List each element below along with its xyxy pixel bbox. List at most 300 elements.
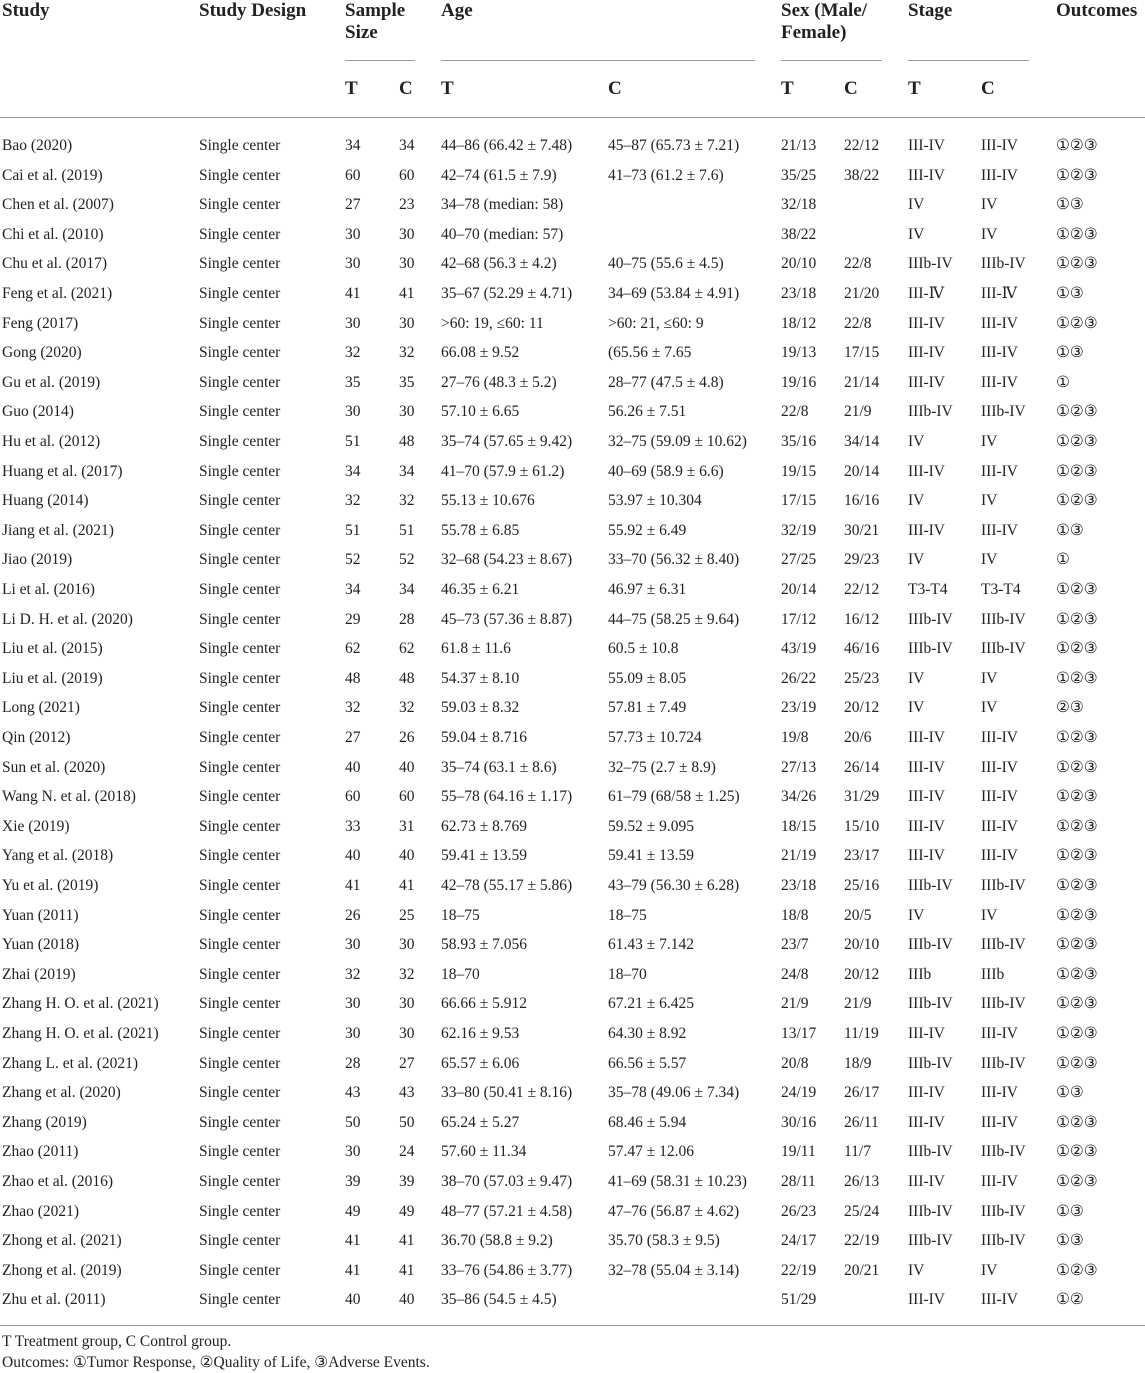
cell-age-c: 57.47 ± 12.06 xyxy=(608,1143,695,1161)
cell-sex-c: 16/12 xyxy=(844,610,880,628)
cell-sex-t: 23/18 xyxy=(781,877,817,894)
cell-age-c: 35–78 (49.06 ± 7.34) xyxy=(608,1084,740,1102)
cell-sample-c: 62 xyxy=(399,640,415,658)
cell-stage-c: III-IV xyxy=(981,462,1019,480)
cell-sex-t: 35/25 xyxy=(781,166,817,184)
cell-sex-t: 23/7 xyxy=(781,936,809,954)
cell-sex-c: 25/16 xyxy=(844,877,880,894)
footnote-outcomes: Outcomes: ①Tumor Response, ②Quality of Life, ③Adverse Events. xyxy=(2,1354,430,1371)
cell-outcomes: ① xyxy=(1056,551,1070,569)
cell-age-t: 35–86 (54.5 ± 4.5) xyxy=(441,1291,557,1309)
table-row xyxy=(0,545,1145,575)
cell-sex-t: 18/15 xyxy=(781,817,817,835)
cell-sex-c: 22/8 xyxy=(844,255,872,273)
cell-stage-t: IIIb-IV xyxy=(908,403,953,421)
header-study-design: Study Design xyxy=(199,0,307,21)
cell-design: Single center xyxy=(199,610,281,628)
cell-age-c: 47–76 (56.87 ± 4.62) xyxy=(608,1202,740,1220)
cell-sample-c: 28 xyxy=(399,610,415,628)
cell-stage-t: IV xyxy=(908,196,925,214)
cell-sex-t: 27/13 xyxy=(781,758,817,776)
cell-sex-c: 20/21 xyxy=(844,1261,880,1279)
cell-design: Single center xyxy=(199,758,281,776)
cell-sex-t: 30/16 xyxy=(781,1113,817,1131)
cell-stage-c: IIIb-IV xyxy=(981,1054,1026,1072)
cell-design: Single center xyxy=(199,492,281,510)
table-row xyxy=(0,1078,1145,1108)
cell-sample-c: 32 xyxy=(399,344,415,362)
cell-sex-c: 20/5 xyxy=(844,906,872,924)
cell-stage-c: III-Ⅳ xyxy=(981,285,1018,302)
cell-sample-c: 30 xyxy=(399,995,415,1013)
cell-age-t: 45–73 (57.36 ± 8.87) xyxy=(441,610,573,628)
cell-outcomes: ①②③ xyxy=(1056,462,1098,480)
cell-study: Gu et al. (2019) xyxy=(2,373,101,391)
cell-stage-t: IIIb-IV xyxy=(908,995,953,1013)
cell-sample-c: 41 xyxy=(399,1232,415,1250)
cell-sex-c: 38/22 xyxy=(844,166,880,184)
cell-sex-t: 19/8 xyxy=(781,729,809,746)
cell-stage-t: IV xyxy=(908,1261,925,1279)
cell-stage-c: IIIb-IV xyxy=(981,877,1026,894)
table-row xyxy=(0,693,1145,723)
cell-outcomes: ①②③ xyxy=(1056,255,1098,273)
cell-stage-t: IV xyxy=(908,433,925,450)
cell-sex-t: 32/19 xyxy=(781,521,817,539)
cell-sample-c: 34 xyxy=(399,137,415,154)
cell-sample-t: 51 xyxy=(345,521,361,539)
table-row xyxy=(0,1226,1145,1256)
cell-age-t: 34–78 (median: 58) xyxy=(441,196,564,214)
cell-stage-t: III-IV xyxy=(908,847,946,865)
cell-stage-c: IV xyxy=(981,669,998,687)
cell-sample-c: 30 xyxy=(399,255,415,273)
cell-sex-t: 17/15 xyxy=(781,492,817,510)
cell-study: Zhang (2019) xyxy=(2,1113,87,1131)
table-row xyxy=(0,161,1145,191)
cell-sample-t: 40 xyxy=(345,847,361,865)
cell-age-t: 57.60 ± 11.34 xyxy=(441,1143,527,1161)
cell-sample-t: 51 xyxy=(345,433,361,450)
cell-stage-c: IV xyxy=(981,699,998,717)
cell-sex-t: 18/12 xyxy=(781,314,817,332)
cell-age-t: 35–67 (52.29 ± 4.71) xyxy=(441,285,573,302)
cell-age-t: 65.57 ± 6.06 xyxy=(441,1054,520,1072)
cell-sample-c: 49 xyxy=(399,1202,415,1220)
cell-age-c: 55.92 ± 6.49 xyxy=(608,521,687,539)
table-row xyxy=(0,664,1145,694)
cell-sample-c: 30 xyxy=(399,225,415,243)
cell-sex-c: 26/17 xyxy=(844,1084,880,1102)
cell-sample-c: 32 xyxy=(399,699,415,717)
cell-sample-c: 32 xyxy=(399,492,415,510)
cell-sex-t: 43/19 xyxy=(781,640,817,658)
cell-stage-t: IIIb-IV xyxy=(908,1232,953,1250)
table-row xyxy=(0,397,1145,427)
cell-sex-c: 20/10 xyxy=(844,936,880,954)
cell-stage-c: III-IV xyxy=(981,729,1019,746)
cell-sex-c: 22/12 xyxy=(844,137,880,154)
cell-design: Single center xyxy=(199,1173,281,1190)
cell-sample-t: 30 xyxy=(345,1025,361,1042)
table-row xyxy=(0,1285,1145,1315)
cell-stage-c: T3-T4 xyxy=(981,581,1021,598)
cell-sex-t: 17/12 xyxy=(781,610,817,628)
cell-design: Single center xyxy=(199,729,281,746)
table-row xyxy=(0,634,1145,664)
cell-stage-c: III-IV xyxy=(981,137,1019,154)
cell-sample-c: 41 xyxy=(399,877,415,894)
cell-age-c: >60: 21, ≤60: 9 xyxy=(608,314,704,332)
cell-age-t: 62.16 ± 9.53 xyxy=(441,1025,520,1042)
cell-sample-t: 30 xyxy=(345,403,361,421)
cell-stage-t: III-IV xyxy=(908,344,946,362)
cell-sample-t: 30 xyxy=(345,936,361,954)
cell-sex-t: 21/19 xyxy=(781,847,817,865)
cell-study: Liu et al. (2019) xyxy=(2,669,103,687)
footnote-abbreviations: T Treatment group, C Control group. xyxy=(2,1333,232,1350)
cell-stage-c: III-IV xyxy=(981,1291,1019,1309)
cell-sample-c: 26 xyxy=(399,729,415,746)
cell-age-c: 61.43 ± 7.142 xyxy=(608,936,695,954)
cell-sex-t: 21/9 xyxy=(781,995,809,1013)
cell-outcomes: ②③ xyxy=(1056,699,1084,717)
cell-outcomes: ①②③ xyxy=(1056,936,1098,954)
table-row xyxy=(0,812,1145,842)
cell-stage-t: III-IV xyxy=(908,462,946,480)
table-row xyxy=(0,131,1145,161)
table-row xyxy=(0,220,1145,250)
cell-age-c: 34–69 (53.84 ± 4.91) xyxy=(608,285,740,302)
age-rule xyxy=(441,60,755,61)
cell-age-c: 45–87 (65.73 ± 7.21) xyxy=(608,137,740,154)
cell-age-t: 66.66 ± 5.912 xyxy=(441,995,528,1013)
cell-study: Zhao et al. (2016) xyxy=(2,1173,114,1190)
subheader-sex-t: T xyxy=(781,78,794,99)
cell-design: Single center xyxy=(199,1261,281,1279)
cell-sample-t: 30 xyxy=(345,225,361,243)
cell-age-c: 32–75 (2.7 ± 8.9) xyxy=(608,758,716,776)
cell-age-t: 41–70 (57.9 ± 61.2) xyxy=(441,462,565,480)
cell-outcomes: ①②③ xyxy=(1056,166,1098,184)
cell-sex-c: 29/23 xyxy=(844,551,880,569)
cell-age-t: 18–70 xyxy=(441,965,480,983)
cell-age-c: 40–75 (55.6 ± 4.5) xyxy=(608,255,724,273)
cell-outcomes: ①②③ xyxy=(1056,847,1098,865)
cell-design: Single center xyxy=(199,314,281,332)
header-outcomes: Outcomes xyxy=(1056,0,1138,21)
cell-design: Single center xyxy=(199,1084,281,1102)
cell-stage-c: III-IV xyxy=(981,166,1019,184)
cell-sex-c: 20/12 xyxy=(844,699,880,717)
table-row xyxy=(0,1049,1145,1079)
cell-sample-c: 40 xyxy=(399,758,415,776)
cell-stage-t: IV xyxy=(908,669,925,687)
cell-design: Single center xyxy=(199,551,281,569)
cell-sample-c: 31 xyxy=(399,817,415,835)
header-sample-size: Sample Size xyxy=(345,0,406,43)
cell-outcomes: ①②③ xyxy=(1056,1054,1098,1072)
cell-outcomes: ①②③ xyxy=(1056,877,1098,894)
cell-sample-c: 30 xyxy=(399,936,415,954)
cell-sex-t: 19/13 xyxy=(781,344,817,362)
cell-design: Single center xyxy=(199,1202,281,1220)
cell-age-c: 40–69 (58.9 ± 6.6) xyxy=(608,462,724,480)
cell-stage-t: III-IV xyxy=(908,166,946,184)
cell-design: Single center xyxy=(199,965,281,983)
cell-sample-t: 62 xyxy=(345,640,361,658)
table-row xyxy=(0,723,1145,753)
cell-stage-c: III-IV xyxy=(981,1113,1019,1131)
cell-sex-c: 18/9 xyxy=(844,1054,872,1072)
cell-sex-t: 35/16 xyxy=(781,433,817,450)
cell-stage-c: IIIb-IV xyxy=(981,610,1026,628)
cell-age-t: 27–76 (48.3 ± 5.2) xyxy=(441,373,557,391)
cell-sex-t: 28/11 xyxy=(781,1173,816,1190)
cell-sex-t: 27/25 xyxy=(781,551,817,569)
cell-age-t: 42–78 (55.17 ± 5.86) xyxy=(441,877,573,894)
subheader-sex-c: C xyxy=(844,78,858,99)
cell-sample-c: 27 xyxy=(399,1054,415,1072)
cell-age-t: 42–68 (56.3 ± 4.2) xyxy=(441,255,557,273)
cell-design: Single center xyxy=(199,877,281,894)
cell-age-c: 55.09 ± 8.05 xyxy=(608,669,687,687)
table-row xyxy=(0,871,1145,901)
cell-stage-t: IV xyxy=(908,906,925,924)
cell-age-t: 61.8 ± 11.6 xyxy=(441,640,511,658)
cell-age-c: (65.56 ± 7.65 xyxy=(608,344,692,362)
cell-age-c: 60.5 ± 10.8 xyxy=(608,640,679,658)
cell-outcomes: ①②③ xyxy=(1056,137,1098,154)
cell-study: Zhao (2021) xyxy=(2,1202,80,1220)
cell-study: Gong (2020) xyxy=(2,344,82,362)
cell-sex-c: 31/29 xyxy=(844,788,880,806)
cell-stage-c: III-IV xyxy=(981,344,1019,362)
cell-sex-c: 34/14 xyxy=(844,433,880,450)
cell-age-c: 35.70 (58.3 ± 9.5) xyxy=(608,1232,720,1250)
cell-outcomes: ①②③ xyxy=(1056,1261,1098,1279)
cell-study: Long (2021) xyxy=(2,699,80,717)
cell-stage-t: III-IV xyxy=(908,729,946,746)
cell-age-t: 54.37 ± 8.10 xyxy=(441,669,520,687)
cell-outcomes: ①②③ xyxy=(1056,1113,1098,1131)
cell-sample-c: 25 xyxy=(399,906,415,924)
cell-age-c: 46.97 ± 6.31 xyxy=(608,581,687,598)
cell-stage-c: III-IV xyxy=(981,758,1019,776)
cell-design: Single center xyxy=(199,1143,281,1161)
cell-age-t: 65.24 ± 5.27 xyxy=(441,1113,520,1131)
cell-sample-t: 34 xyxy=(345,462,361,480)
cell-design: Single center xyxy=(199,669,281,687)
cell-age-t: 36.70 (58.8 ± 9.2) xyxy=(441,1232,553,1250)
cell-sample-c: 50 xyxy=(399,1113,415,1131)
table-row xyxy=(0,457,1145,487)
subheader-age-t: T xyxy=(441,78,454,99)
cell-outcomes: ①②③ xyxy=(1056,1173,1098,1190)
cell-study: Huang (2014) xyxy=(2,492,89,510)
table-row xyxy=(0,1019,1145,1049)
header-stage: Stage xyxy=(908,0,953,21)
table-row xyxy=(0,841,1145,871)
cell-design: Single center xyxy=(199,817,281,835)
cell-age-t: 40–70 (median: 57) xyxy=(441,225,564,243)
cell-sample-c: 24 xyxy=(399,1143,415,1161)
cell-sample-c: 48 xyxy=(399,433,415,450)
table-row xyxy=(0,249,1145,279)
cell-sex-t: 13/17 xyxy=(781,1025,817,1042)
cell-study: Yang et al. (2018) xyxy=(2,847,114,865)
cell-stage-c: IIIb-IV xyxy=(981,1143,1026,1161)
cell-sample-t: 34 xyxy=(345,137,361,154)
cell-outcomes: ①②③ xyxy=(1056,492,1098,510)
table-row xyxy=(0,960,1145,990)
cell-age-c: 56.26 ± 7.51 xyxy=(608,403,687,421)
subheader-sample-t: T xyxy=(345,78,358,99)
cell-sex-c: 11/19 xyxy=(844,1025,879,1042)
cell-study: Feng et al. (2021) xyxy=(2,285,113,302)
cell-sex-c: 26/11 xyxy=(844,1113,879,1131)
cell-stage-t: IIIb-IV xyxy=(908,877,953,894)
cell-stage-c: III-IV xyxy=(981,1173,1019,1190)
cell-study: Zhong et al. (2021) xyxy=(2,1232,122,1250)
cell-study: Zhao (2011) xyxy=(2,1143,79,1161)
sex-rule xyxy=(781,60,882,61)
cell-stage-c: III-IV xyxy=(981,788,1019,806)
cell-age-t: 46.35 ± 6.21 xyxy=(441,581,520,598)
cell-stage-t: IV xyxy=(908,699,925,717)
cell-design: Single center xyxy=(199,847,281,865)
cell-stage-t: III-IV xyxy=(908,758,946,776)
cell-sex-c: 30/21 xyxy=(844,521,880,539)
cell-stage-c: III-IV xyxy=(981,521,1019,539)
cell-outcomes: ①②③ xyxy=(1056,1025,1098,1042)
cell-study: Sun et al. (2020) xyxy=(2,758,106,776)
cell-study: Cai et al. (2019) xyxy=(2,166,103,184)
cell-age-t: 42–74 (61.5 ± 7.9) xyxy=(441,166,557,184)
cell-stage-c: IIIb-IV xyxy=(981,1232,1026,1250)
cell-stage-c: IV xyxy=(981,906,998,924)
table-row xyxy=(0,901,1145,931)
cell-age-c: 61–79 (68/58 ± 1.25) xyxy=(608,788,740,806)
cell-design: Single center xyxy=(199,166,281,184)
cell-design: Single center xyxy=(199,640,281,658)
cell-sex-c: 46/16 xyxy=(844,640,880,658)
cell-age-t: 33–80 (50.41 ± 8.16) xyxy=(441,1084,573,1102)
cell-age-c: 64.30 ± 8.92 xyxy=(608,1025,687,1042)
cell-age-c: 57.73 ± 10.724 xyxy=(608,729,702,746)
cell-study: Huang et al. (2017) xyxy=(2,462,123,480)
cell-sex-t: 38/22 xyxy=(781,225,817,243)
cell-sample-c: 60 xyxy=(399,166,415,184)
cell-design: Single center xyxy=(199,285,281,302)
cell-age-c: 43–79 (56.30 ± 6.28) xyxy=(608,877,740,894)
cell-sample-t: 32 xyxy=(345,492,361,510)
cell-study: Xie (2019) xyxy=(2,817,70,835)
cell-sex-c: 20/6 xyxy=(844,729,872,746)
cell-age-t: 55.13 ± 10.676 xyxy=(441,492,535,510)
cell-study: Li et al. (2016) xyxy=(2,581,95,598)
table-row xyxy=(0,368,1145,398)
cell-age-t: 18–75 xyxy=(441,906,480,924)
cell-outcomes: ①②③ xyxy=(1056,965,1098,983)
header-study: Study xyxy=(2,0,50,21)
cell-sex-c: 22/12 xyxy=(844,581,880,598)
cell-stage-c: IV xyxy=(981,492,998,510)
cell-outcomes: ①②③ xyxy=(1056,906,1098,924)
table-row xyxy=(0,190,1145,220)
cell-sex-c: 21/20 xyxy=(844,285,880,302)
cell-study: Zhang L. et al. (2021) xyxy=(2,1054,139,1072)
cell-stage-t: IIIb-IV xyxy=(908,1054,953,1072)
cell-sex-c: 11/7 xyxy=(844,1143,871,1161)
cell-age-c: 59.41 ± 13.59 xyxy=(608,847,695,865)
cell-study: Qin (2012) xyxy=(2,729,71,746)
cell-outcomes: ①②③ xyxy=(1056,640,1098,658)
cell-age-c: 67.21 ± 6.425 xyxy=(608,995,695,1013)
cell-stage-c: IV xyxy=(981,225,998,243)
cell-stage-t: IIIb-IV xyxy=(908,255,953,273)
cell-stage-t: III-IV xyxy=(908,1025,946,1042)
cell-outcomes: ①③ xyxy=(1056,1202,1084,1220)
cell-age-c: 41–73 (61.2 ± 7.6) xyxy=(608,166,724,184)
cell-sample-t: 30 xyxy=(345,314,361,332)
cell-sample-c: 23 xyxy=(399,196,415,214)
cell-sex-c: 15/10 xyxy=(844,817,880,835)
cell-sample-t: 32 xyxy=(345,344,361,362)
cell-study: Yu et al. (2019) xyxy=(2,877,99,894)
subheader-stage-c: C xyxy=(981,78,995,99)
cell-age-c: 66.56 ± 5.57 xyxy=(608,1054,687,1072)
cell-sample-c: 41 xyxy=(399,1261,415,1279)
cell-outcomes: ①③ xyxy=(1056,196,1084,214)
cell-design: Single center xyxy=(199,433,281,450)
cell-stage-t: III-IV xyxy=(908,137,946,154)
cell-sample-t: 39 xyxy=(345,1173,361,1190)
cell-study: Yuan (2011) xyxy=(2,906,79,924)
cell-sex-t: 26/23 xyxy=(781,1202,817,1220)
cell-study: Chu et al. (2017) xyxy=(2,255,108,273)
table-row xyxy=(0,1256,1145,1286)
cell-outcomes: ①②③ xyxy=(1056,433,1098,450)
cell-outcomes: ①②③ xyxy=(1056,729,1098,746)
cell-sample-t: 41 xyxy=(345,877,361,894)
cell-age-t: 32–68 (54.23 ± 8.67) xyxy=(441,551,573,569)
cell-sample-c: 34 xyxy=(399,462,415,480)
table-row xyxy=(0,338,1145,368)
cell-design: Single center xyxy=(199,906,281,924)
cell-design: Single center xyxy=(199,1232,281,1250)
cell-sample-c: 32 xyxy=(399,965,415,983)
cell-sample-c: 30 xyxy=(399,403,415,421)
subheader-stage-t: T xyxy=(908,78,921,99)
cell-study: Li D. H. et al. (2020) xyxy=(2,610,133,628)
cell-study: Bao (2020) xyxy=(2,137,73,154)
cell-sample-t: 30 xyxy=(345,995,361,1013)
cell-age-c: 53.97 ± 10.304 xyxy=(608,492,702,510)
table-row xyxy=(0,575,1145,605)
cell-sex-c: 25/23 xyxy=(844,669,880,687)
cell-sample-c: 52 xyxy=(399,551,415,569)
cell-age-c: 28–77 (47.5 ± 4.8) xyxy=(608,373,724,391)
cell-stage-c: III-IV xyxy=(981,373,1019,391)
cell-outcomes: ①②③ xyxy=(1056,669,1098,687)
cell-sample-c: 43 xyxy=(399,1084,415,1102)
cell-age-c: 41–69 (58.31 ± 10.23) xyxy=(608,1173,747,1190)
cell-sex-c: 21/9 xyxy=(844,403,872,421)
cell-outcomes: ①② xyxy=(1056,1291,1084,1309)
cell-stage-c: IIIb-IV xyxy=(981,936,1026,954)
cell-age-c: 18–75 xyxy=(608,906,647,924)
